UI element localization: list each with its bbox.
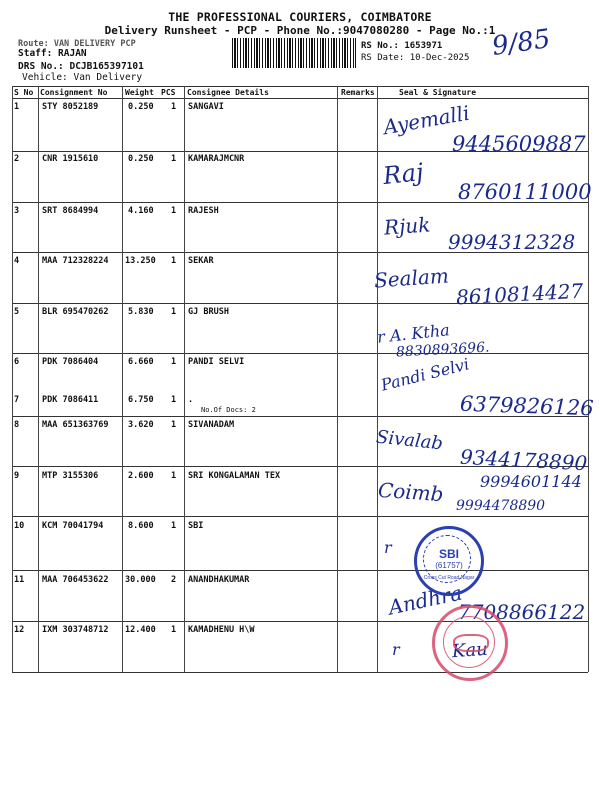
row-consignment: SRT 8684994 [42, 206, 99, 216]
phone-row-2: 8760111000 [458, 180, 592, 204]
row-consignee: PANDI SELVI [188, 357, 245, 367]
row-consignment: PDK 7086411 [42, 395, 99, 405]
row-consignee: KAMADHENU H\W [188, 625, 255, 635]
row-sno: 6 [14, 357, 20, 367]
col-header-consignment: Consignment No [40, 88, 108, 97]
signature-row-8: Sivalab [375, 426, 444, 455]
row-consignee: KAMARAJMCNR [188, 154, 245, 164]
phone-row-1: 9445609887 [452, 132, 586, 156]
row-consignment: MTP 3155306 [42, 471, 99, 481]
barcode [232, 38, 356, 68]
row-pcs: 1 [171, 102, 177, 112]
runsheet-title: Delivery Runsheet - PCP - Phone No.:9047080280 - Page No.:1 [104, 24, 496, 37]
phone-row-10: 9994478890 [456, 498, 546, 514]
row-weight: 2.600 [128, 471, 154, 481]
row-weight: 5.830 [128, 307, 154, 317]
phone-row-5: 8830893696. [395, 339, 490, 361]
row-consignment: PDK 7086404 [42, 357, 99, 367]
tick-mark-row-12: r [392, 640, 400, 659]
row-consignee: GJ BRUSH [188, 307, 229, 317]
row-consignment: KCM 70041794 [42, 521, 104, 531]
row-consignee: SIVANADAM [188, 420, 235, 430]
stamp-bank-name: SBI [438, 547, 459, 561]
phone-row-9: 9994601144 [480, 472, 582, 491]
row-weight: 30.000 [125, 575, 156, 585]
row-pcs: 1 [171, 625, 177, 635]
row-weight: 4.160 [128, 206, 154, 216]
phone-row-8: 9344178890 [459, 444, 588, 476]
row-consignment: IXM 303748712 [42, 625, 109, 635]
row-weight: 6.660 [128, 357, 154, 367]
phone-row-3: 9994312328 [448, 230, 576, 254]
docs-count-note: No.Of Docs: 2 [201, 406, 256, 414]
col-header-pcs: PCS [161, 88, 176, 97]
row-weight: 13.250 [125, 256, 156, 266]
signature-row-6: Pandi Selvi [379, 354, 472, 395]
row-consignee: RAJESH [188, 206, 219, 216]
phone-row-4: 8610814427 [455, 278, 584, 310]
signature-row-4: Sealam [373, 263, 450, 293]
company-seal-stamp [432, 605, 508, 681]
signature-row-3: Rjuk [383, 212, 432, 240]
signature-row-1: Ayemalli [381, 100, 472, 140]
stamp-branch: Cross Cut Road Nagar [423, 575, 475, 581]
row-consignee: . [188, 395, 194, 405]
col-header-sno: S No [14, 88, 34, 97]
signature-row-2: Raj [381, 157, 425, 191]
signature-row-5: r A. Ktha [376, 320, 451, 347]
row-consignee: SANGAVI [188, 102, 224, 112]
bank-seal-stamp [414, 526, 484, 596]
row-consignment: MAA 706453622 [42, 575, 109, 585]
staff-label: Staff: RAJAN [18, 48, 87, 59]
vehicle-label: Vehicle: Van Delivery [22, 72, 143, 83]
row-weight: 3.620 [128, 420, 154, 430]
row-pcs: 1 [171, 395, 177, 405]
signature-row-12: Kau [451, 638, 489, 663]
row-pcs: 1 [171, 471, 177, 481]
row-sno: 12 [14, 625, 25, 635]
row-weight: 12.400 [125, 625, 156, 635]
tick-mark-row-10: r [384, 538, 392, 557]
row-consignee: SBI [188, 521, 204, 531]
phone-row-7: 6379826126 [459, 391, 594, 421]
row-pcs: 1 [171, 521, 177, 531]
row-sno: 3 [14, 206, 20, 216]
row-pcs: 1 [171, 154, 177, 164]
phone-row-12: 7708866122 [458, 600, 586, 624]
row-sno: 9 [14, 471, 20, 481]
col-header-weight: Weight [125, 88, 154, 97]
row-consignment: STY 8052189 [42, 102, 99, 112]
row-sno: 5 [14, 307, 20, 317]
row-pcs: 1 [171, 357, 177, 367]
row-weight: 0.250 [128, 102, 154, 112]
col-header-signature: Seal & Signature [399, 88, 477, 97]
route-label: Route: VAN DELIVERY PCP [18, 39, 136, 49]
row-consignment: MAA 712328224 [42, 256, 109, 266]
row-pcs: 1 [171, 420, 177, 430]
company-title: THE PROFESSIONAL COURIERS, COIMBATORE [168, 10, 432, 24]
row-weight: 0.250 [128, 154, 154, 164]
corner-handwritten-mark: 9/85 [490, 24, 553, 62]
rs-number: RS No.: 1653971 [361, 41, 443, 51]
row-consignee: SEKAR [188, 256, 214, 266]
row-weight: 6.750 [128, 395, 154, 405]
rs-date: RS Date: 10-Dec-2025 [361, 53, 470, 63]
row-consignee: SRI KONGALAMAN TEX [188, 471, 281, 481]
row-sno: 4 [14, 256, 20, 266]
row-consignment: MAA 651363769 [42, 420, 109, 430]
row-pcs: 1 [171, 256, 177, 266]
signature-row-11: Andhra [386, 580, 465, 620]
col-header-remarks: Remarks [341, 88, 375, 97]
row-sno: 10 [14, 521, 25, 531]
drs-number: DRS No.: DCJB165397101 [18, 61, 144, 72]
row-consignment: BLR 695470262 [42, 307, 109, 317]
col-header-consignee: Consignee Details [187, 88, 269, 97]
row-sno: 8 [14, 420, 20, 430]
row-sno: 2 [14, 154, 20, 164]
signature-row-9: Coimb [377, 477, 445, 507]
row-sno: 1 [14, 102, 20, 112]
row-sno: 11 [14, 575, 25, 585]
row-pcs: 1 [171, 307, 177, 317]
row-consignment: CNR 1915610 [42, 154, 99, 164]
row-pcs: 2 [171, 575, 177, 585]
row-sno: 7 [14, 395, 20, 405]
row-weight: 8.600 [128, 521, 154, 531]
row-consignee: ANANDHAKUMAR [188, 575, 250, 585]
stamp-bank-code: (61757) [435, 561, 463, 570]
row-pcs: 1 [171, 206, 177, 216]
